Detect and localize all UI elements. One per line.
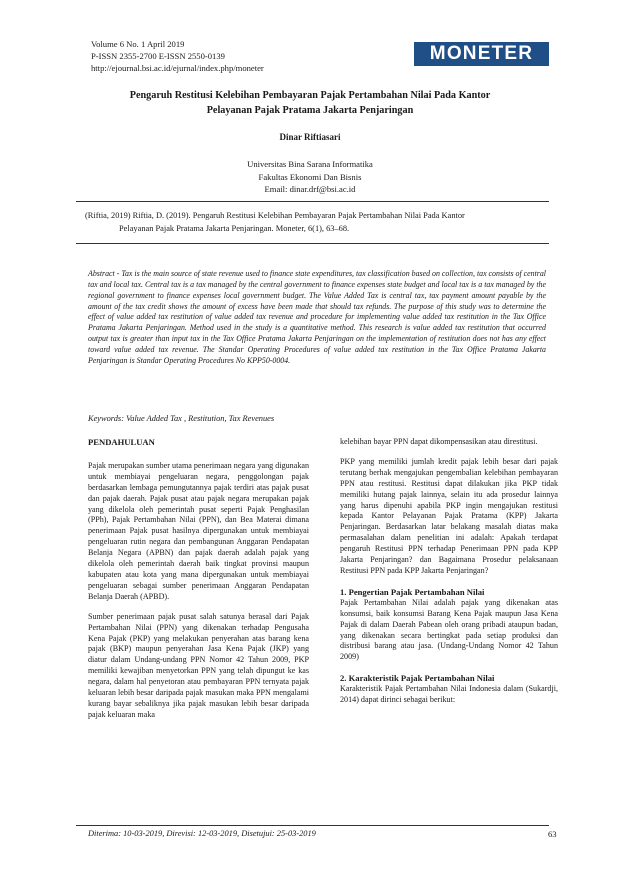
left-column <box>88 437 309 721</box>
footer-divider <box>76 825 549 826</box>
paragraph-intro-2: Sumber penerimaan pajak pusat salah satunya berasal dari Pajak Pertambahan Nilai (PPN) yang dikenakan terhadap Pengusaha Kena Pajak (PKP) yang melakukan penyerahan atas barang kena pajak (BKP) maupun penyerahan Jasa Kena Pajak (JKP) yang diatur dalam Undang-undang PPN Nomor 42 Tahun 2009, PKP memiliki kewajiban menyetorkan PPN yang telah dipungut ke kas negara, dalam hal penyetoran atau pembayaran PPN ternyata pajak keluaran lebih besar daripada pajak masukan maka PPN mengalami kurang bayar sebaliknya jika pajak masukan lebih besar daripada pajak keluaran maka <box>88 611 309 719</box>
affiliation-email: Email: dinar.drf@bsi.ac.id <box>264 184 356 194</box>
subheading-characteristics: 2. Karakteristik Pajak Pertambahan Nilai <box>340 673 495 684</box>
journal-url[interactable]: http://ejournal.bsi.ac.id/ejurnal/index.php/moneter <box>91 63 264 73</box>
paper-title <box>80 88 540 118</box>
paragraph-definition: Pajak Pertambahan Nilai adalah pajak yang dikenakan atas konsumsi, baik konsumsi Barang Kena Pajak maupun Jasa Kena Pajak di dalam Daerah Pabean oleh orang pribadi ataupun badan, yang dikenakan secara bertingkat pada setiap produksi dan distribusi barang atau jasa. (Undang-Undang Nomor 42 Tahun 2009) <box>340 597 558 662</box>
citation-block <box>85 209 545 235</box>
journal-logo: MONETER <box>414 42 549 66</box>
abstract: Abstract - Tax is the main source of state revenue used to finance state expenditures, tax classification based on collection, tax consists of central tax and local tax. Central tax is a tax managed by the central government to finance expenses state budget and local tax is a tax managed by the regional government to finance expenses local government budget. The Value Added Tax is central tax, tax payment amount payable by the amount of the tax credit shows the amount of excess have been made that should tax refunds. The purpose of this study was to determine the effect of value added tax restitution of value added tax revenue and procedure for implementing value added tax restitution in the Tax Office Pratama Jakarta Penjaringan. Method used in the study is a quantitative method. This research is value added tax restitution that occurred output tax is greater than input tax in the Tax Office Pratama Jakarta Penjaringan on the implementation of restitution does not has any effect toward value added tax revenue. The Standar Operating Procedures of value added tax restitution in the Tax Office Pratama Jakarta Penjaringan is Standar Operating Procedures No KPP50-0004. <box>88 269 546 365</box>
right-column <box>340 437 558 706</box>
title-line-2: Pelayanan Pajak Pratama Jakarta Penjaringan <box>206 105 414 116</box>
divider-bottom <box>76 243 549 244</box>
journal-header <box>91 38 264 74</box>
affiliation-university: Universitas Bina Sarana Informatika <box>247 159 373 169</box>
affiliation-block <box>80 158 540 196</box>
title-line-1: Pengaruh Restitusi Kelebihan Pembayaran Pajak Pertambahan Nilai Pada Kantor <box>129 90 491 101</box>
submission-dates: Diterima: 10-03-2019, Direvisi: 12-03-2019, Disetujui: 25-03-2019 <box>88 829 316 838</box>
paragraph-continued: kelebihan bayar PPN dapat dikompensasikan atau direstitusi. <box>340 437 538 446</box>
citation-line-1: (Riftia, 2019) Riftia, D. (2019). Pengaruh Restitusi Kelebihan Pembayaran Pajak Pertambahan Nilai Pada Kantor <box>85 211 465 220</box>
volume-line: Volume 6 No. 1 April 2019 <box>91 39 185 49</box>
divider-top <box>76 201 549 202</box>
paragraph-intro-1: Pajak merupakan sumber utama penerimaan negara yang digunakan untuk membiayai pengeluaran negara, penggolongan pajak berdasarkan lembaga pemungutannya pajak terdiri atas pajak pusat dan pajak daerah. Pajak pusat atau pajak negara merupakan pajak yang dikelola oleh pemerintah pusat seperti Pajak Penghasilan (PPh), Pajak Pertambahan Nilai (PPN), dan Bea Materai dimana penerimaan Pajak pusat hasilnya dipergunakan untuk membiayai pengeluaran rutin negara dan pembangunan Anggaran Pendapatan Belanja Negara (APBN) dan pajak daerah adalah pajak yang dikelola oleh pemerintah daerah baik tingkat provinsi maupun kabupaten atau kota yang mana dipergunakan untuk membiayai pengeluaran sebagai sumber penerimaan Anggaran Pendapatan Belanja Daerah (APBD). <box>88 460 309 601</box>
paragraph-characteristics: Karakteristik Pajak Pertambahan Nilai Indonesia dalam (Sukardji, 2014) dapat dirinci sebagai berikut: <box>340 684 558 705</box>
subheading-definition: 1. Pengertian Pajak Pertambahan Nilai <box>340 586 485 597</box>
page-number: 63 <box>548 829 557 839</box>
paragraph-research-question: PKP yang memiliki jumlah kredit pajak lebih besar dari pajak terutang berhak mengajukan pengembalian kelebihan pembayaran PPN atau restitusi. Restitusi dapat dilakukan jika PKP tidak memiliki hutang pajak lainnya, selain itu ada prosedur lainnya yang harus dipenuhi apabila PKP ingin mengajukan restitusi kepada Kantor Pelayanan Pajak Pratama (KPP) Jakarta Penjaringan. Berdasarkan latar belakang masalah diatas maka permasalahan dalam penelitian ini adalah: Apakah terdapat pengaruh Restitusi PPN terhadap Penerimaan PPN pada KPP Jakarta Penjaringan? dan Bagaimana Prosedur pelaksanaan Restitusi PPN pada KPP Jakarta Penjaringan? <box>340 456 558 575</box>
issn-line: P-ISSN 2355-2700 E-ISSN 2550-0139 <box>91 51 225 61</box>
affiliation-faculty: Fakultas Ekonomi Dan Bisnis <box>258 171 362 182</box>
keywords: Keywords: Value Added Tax , Restitution, Tax Revenues <box>88 414 275 423</box>
citation-line-2: Pelayanan Pajak Pratama Jakarta Penjaringan. Moneter, 6(1), 63–68. <box>119 224 350 233</box>
section-heading-pendahuluan: PENDAHULUAN <box>88 437 155 447</box>
author-name: Dinar Riftiasari <box>279 132 341 142</box>
